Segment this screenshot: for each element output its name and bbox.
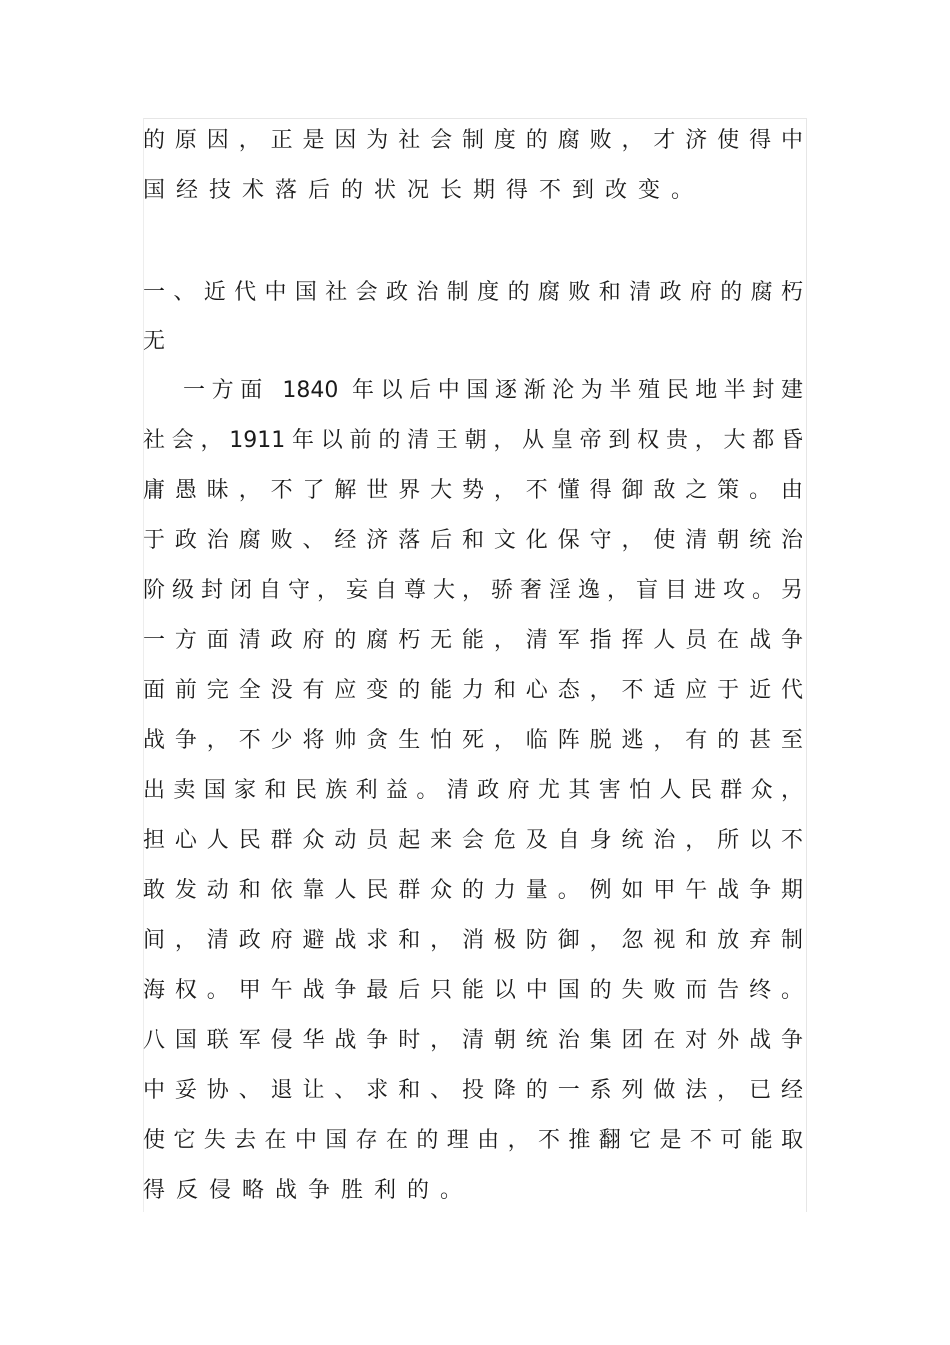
body-line-9: 出卖国家和民族利益。清政府尤其害怕人民群众， [143, 778, 803, 803]
body-line-8: 战争，不少将帅贪生怕死，临阵脱逃，有的甚至 [143, 728, 803, 753]
body-line-5: 阶级封闭自守，妄自尊大，骄奢淫逸，盲目进攻。另 [143, 578, 803, 603]
body-line-12: 间，清政府避战求和，消极防御，忽视和放弃制 [143, 928, 803, 953]
body-line-1: 一方面 1840 年以后中国逐渐沦为半殖民地半封建 [183, 378, 803, 403]
body-line-14: 八国联军侵华战争时，清朝统治集团在对外战争 [143, 1028, 803, 1053]
body-line-2: 社会，1911年以前的清王朝，从皇帝到权贵，大都昏 [143, 428, 803, 453]
body-line-17: 得反侵略战争胜利的。 [143, 1178, 474, 1203]
intro-line-2: 国经技术落后的状况长期得不到改变。 [143, 178, 705, 203]
body-line-7: 面前完全没有应变的能力和心态，不适应于近代 [143, 678, 803, 703]
section-heading-line-1: 一、近代中国社会政治制度的腐败和清政府的腐朽 [143, 280, 803, 305]
body-line-13: 海权。甲午战争最后只能以中国的失败而告终。 [143, 978, 803, 1003]
section-heading-line-2: 无 [143, 329, 177, 354]
body-line-11: 敢发动和依靠人民群众的力量。例如甲午战争期 [143, 878, 803, 903]
body-line-6: 一方面清政府的腐朽无能，清军指挥人员在战争 [143, 628, 803, 653]
body-line-3: 庸愚昧，不了解世界大势，不懂得御敌之策。由 [143, 478, 803, 503]
body-line-15: 中妥协、退让、求和、投降的一系列做法，已经 [143, 1078, 803, 1103]
body-line-4: 于政治腐败、经济落后和文化保守，使清朝统治 [143, 528, 803, 553]
body-line-10: 担心人民群众动员起来会危及自身统治，所以不 [143, 828, 803, 853]
body-line-16: 使它失去在中国存在的理由，不推翻它是不可能取 [143, 1128, 803, 1153]
intro-line-1: 的原因，正是因为社会制度的腐败，才济使得中 [143, 128, 803, 153]
